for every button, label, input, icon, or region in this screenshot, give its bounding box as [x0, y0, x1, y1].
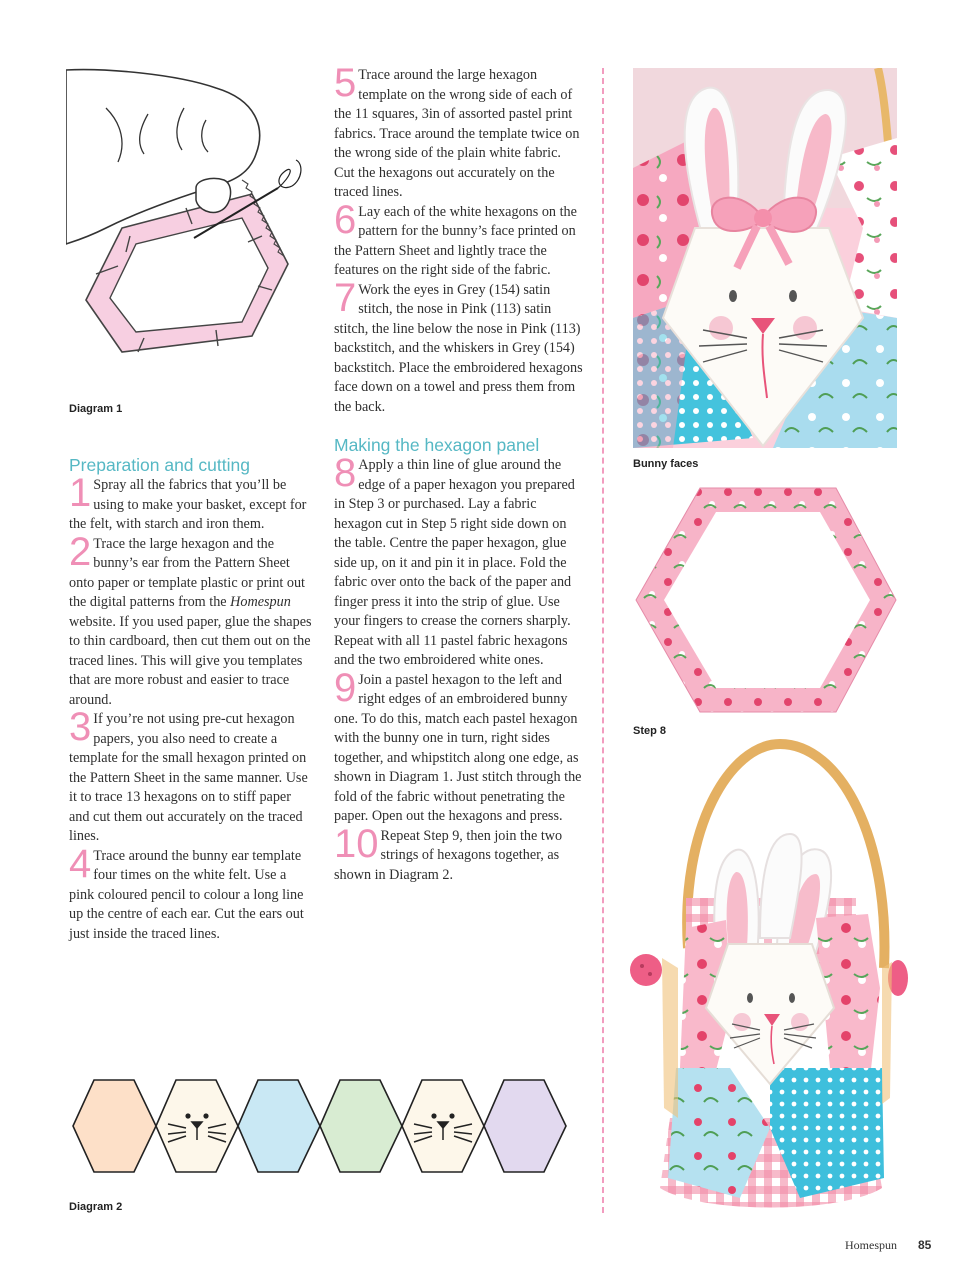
left-button: [630, 954, 662, 986]
step-number: 1: [69, 471, 92, 515]
bunny-faces-photo: [633, 68, 897, 448]
step-7: [334, 275, 584, 418]
middle-column: [334, 61, 584, 885]
column-divider: [602, 68, 604, 1213]
step-number: 5: [334, 61, 357, 105]
diagram-1-illustration: [66, 68, 316, 368]
step-number: 7: [334, 275, 357, 320]
step-8-caption: Step 8: [633, 725, 667, 737]
page-number: 85: [918, 1238, 932, 1252]
section-heading-hexagon-panel: Making the hexagon panel: [334, 435, 540, 455]
step-8: [334, 451, 584, 671]
step-text: Trace around the bunny ear template four times on the white felt. Use a pink coloured pencil to colour a long line up the centre of each ear. Cut the ears out just inside the traced lines.: [69, 847, 304, 942]
step-number: 2: [69, 529, 92, 574]
thumb: [196, 178, 231, 212]
step-text: Repeat Step 9, then join the two strings of hexagons together, as shown in Diagram 2.: [334, 827, 563, 883]
step-text: Work the eyes in Grey (154) satin stitch, the nose in Pink (113) satin stitch, the line below the nose in Pink (113) backstitch, and the whiskers in Grey (154) backstitch. Place the embroidered hexagons face down on a towel and press them from the back.: [334, 281, 583, 415]
step-number: 4: [69, 841, 92, 886]
step-text: If you’re not using pre-cut hexagon papers, you also need to create a template for the small hexagon printed on the Pattern Sheet in the same manner. Use it to trace 13 hexagons on to stiff paper and cut them out accurately on the traced lines.: [69, 711, 308, 844]
footer-magazine-name: Homespun: [845, 1238, 897, 1252]
step-text: Lay each of the white hexagons on the pattern for the bunny’s face printed on the Pattern Sheet and lightly trace the features on the right side of the fabric.: [334, 203, 577, 278]
step-5: [334, 61, 584, 203]
step-3: [69, 705, 314, 847]
section-heading-preparation: Preparation and cutting: [69, 455, 250, 475]
step-text: website. If you used paper, glue the shapes to thin cardboard, then cut them out on the traced lines. This will give you templates that are more robust and easier to trace around.: [69, 613, 312, 708]
step-text: Trace around the large hexagon template on the wrong side of each of the 11 squares, 3in of assorted pastel print fabrics. Trace around the template twice on the wrong side of the plain white fabric. Cut the hexagons out accurately on the traced lines.: [334, 67, 580, 200]
hexagon-blue: [238, 1080, 320, 1172]
step-1: [69, 471, 314, 535]
step-9: [334, 665, 584, 827]
hexagon-lilac: [484, 1080, 566, 1172]
diagram-2-illustration: [70, 1076, 570, 1176]
diagram-1-caption: Diagram 1: [69, 403, 123, 415]
step-text: Apply a thin line of glue around the edge of a paper hexagon you prepared in Step 3 or purchased. Lay a fabric hexagon cut in Step 5 right side down on the table. Centre the paper hexagon, glue side up, on it and pin it in place. Fold the fabric over onto the back of the paper and finger press it into the strip of glue. Use your fingers to crease the corners sharply. Repeat with all 11 pastel fabric hexagons and the two embroidered white ones.: [334, 457, 575, 668]
step-2: [69, 529, 314, 711]
step-text: Join a pastel hexagon to the left and right edges of an embroidered bunny one. To do this, match each pastel hexagon with the bunny one in turn, right sides together, and whipstitch along one edge, as shown in Diagram 1. Just stitch through the fold of the fabric without penetrating the paper. Open out the hexagons and press.: [334, 671, 582, 824]
bunny-faces-caption: Bunny faces: [633, 458, 699, 470]
step-number: 10: [334, 821, 379, 866]
finished-basket-photo: [620, 738, 910, 1218]
hexagon-green: [320, 1080, 402, 1172]
step-number: 3: [69, 705, 92, 749]
step-text: Trace the large hexagon and the bunny’s ear from the Pattern Sheet onto paper or template plastic or print out the digital patterns from the: [69, 535, 305, 610]
step-10: [334, 821, 584, 886]
hexagon-peach: [73, 1080, 156, 1172]
diagram-2-caption: Diagram 2: [69, 1201, 123, 1213]
step-number: 8: [334, 451, 357, 495]
step-number: 9: [334, 665, 357, 710]
step-text: Spray all the fabrics that you’ll be using to make your basket, except for the felt, with starch and iron them.: [69, 477, 307, 532]
left-column: [69, 454, 314, 944]
step-6: [334, 197, 584, 281]
magazine-name-italic: Homespun: [230, 594, 291, 610]
thread: [278, 160, 301, 188]
step-8-photo: [630, 484, 900, 718]
step-4: [69, 841, 314, 945]
step-number: 6: [334, 197, 357, 242]
